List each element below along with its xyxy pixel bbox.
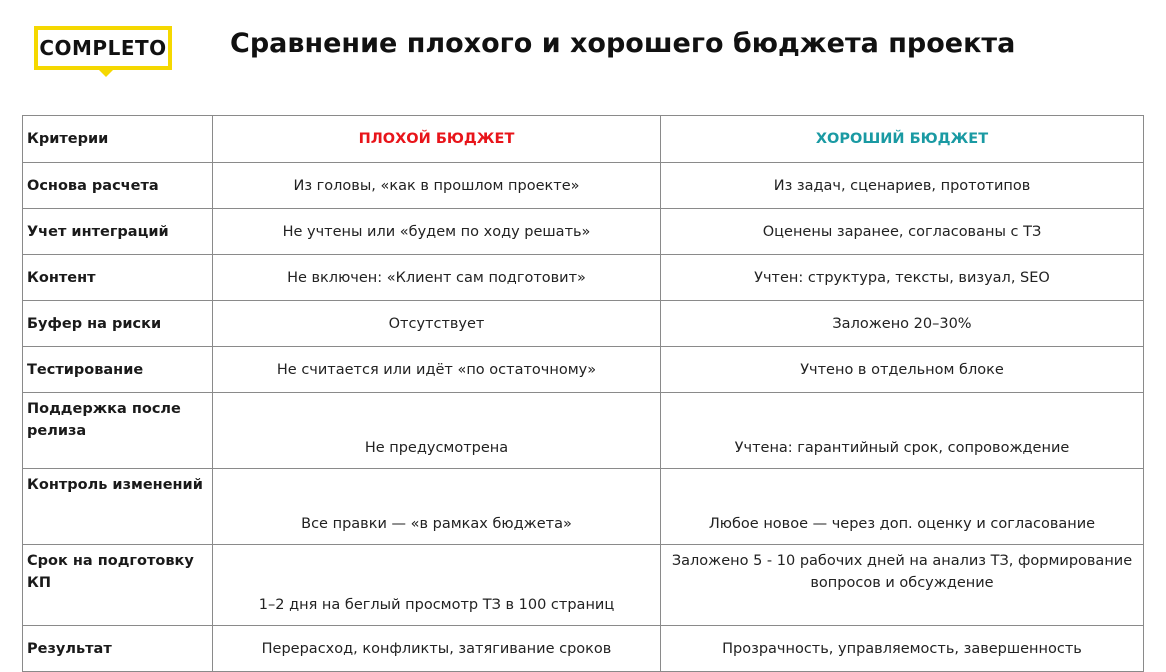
logo-speech-tail	[98, 69, 114, 77]
table-row	[23, 255, 1144, 301]
bad-budget-cell: Отсутствует	[213, 301, 661, 347]
good-budget-cell: Любое новое — через доп. оценку и согласование	[661, 469, 1144, 545]
good-budget-cell: Заложено 20–30%	[661, 301, 1144, 347]
good-budget-cell: Учтен: структура, тексты, визуал, SEO	[661, 255, 1144, 301]
comparison-table	[22, 115, 1144, 672]
table-row	[23, 393, 1144, 469]
good-budget-cell: Прозрачность, управляемость, завершенность	[661, 626, 1144, 672]
good-budget-cell: Оценены заранее, согласованы с ТЗ	[661, 209, 1144, 255]
good-budget-cell: Учтена: гарантийный срок, сопровождение	[661, 393, 1144, 469]
good-budget-cell: Из задач, сценариев, прототипов	[661, 163, 1144, 209]
table-header-row	[23, 116, 1144, 163]
criterion-cell: Тестирование	[23, 347, 213, 393]
page-title: Сравнение плохого и хорошего бюджета проекта	[230, 28, 1016, 59]
table-row	[23, 545, 1144, 626]
bad-budget-cell: Все правки — «в рамках бюджета»	[213, 469, 661, 545]
criterion-cell: Контент	[23, 255, 213, 301]
bad-budget-cell: Из головы, «как в прошлом проекте»	[213, 163, 661, 209]
bad-budget-cell: Не считается или идёт «по остаточному»	[213, 347, 661, 393]
table-row	[23, 347, 1144, 393]
table-row	[23, 301, 1144, 347]
good-budget-cell: Заложено 5 - 10 рабочих дней на анализ ТЗ, формирование вопросов и обсуждение	[661, 545, 1144, 626]
logo-text: COMPLETO	[39, 36, 167, 60]
table-row	[23, 469, 1144, 545]
completo-logo	[34, 26, 172, 70]
criterion-cell: Срок на подготовку КП	[23, 545, 213, 626]
criterion-cell: Учет интеграций	[23, 209, 213, 255]
criteria-header: Критерии	[23, 116, 213, 163]
criterion-cell: Результат	[23, 626, 213, 672]
table-row	[23, 209, 1144, 255]
criterion-cell: Основа расчета	[23, 163, 213, 209]
bad-budget-header: ПЛОХОЙ БЮДЖЕТ	[213, 116, 661, 163]
criterion-cell: Буфер на риски	[23, 301, 213, 347]
bad-budget-cell: 1–2 дня на беглый просмотр ТЗ в 100 страниц	[213, 545, 661, 626]
bad-budget-cell: Не учтены или «будем по ходу решать»	[213, 209, 661, 255]
good-budget-cell: Учтено в отдельном блоке	[661, 347, 1144, 393]
criterion-cell: Контроль изменений	[23, 469, 213, 545]
criterion-cell: Поддержка после релиза	[23, 393, 213, 469]
bad-budget-cell: Перерасход, конфликты, затягивание сроков	[213, 626, 661, 672]
bad-budget-cell: Не предусмотрена	[213, 393, 661, 469]
table-row	[23, 163, 1144, 209]
table-row	[23, 626, 1144, 672]
bad-budget-cell: Не включен: «Клиент сам подготовит»	[213, 255, 661, 301]
good-budget-header: ХОРОШИЙ БЮДЖЕТ	[661, 116, 1144, 163]
